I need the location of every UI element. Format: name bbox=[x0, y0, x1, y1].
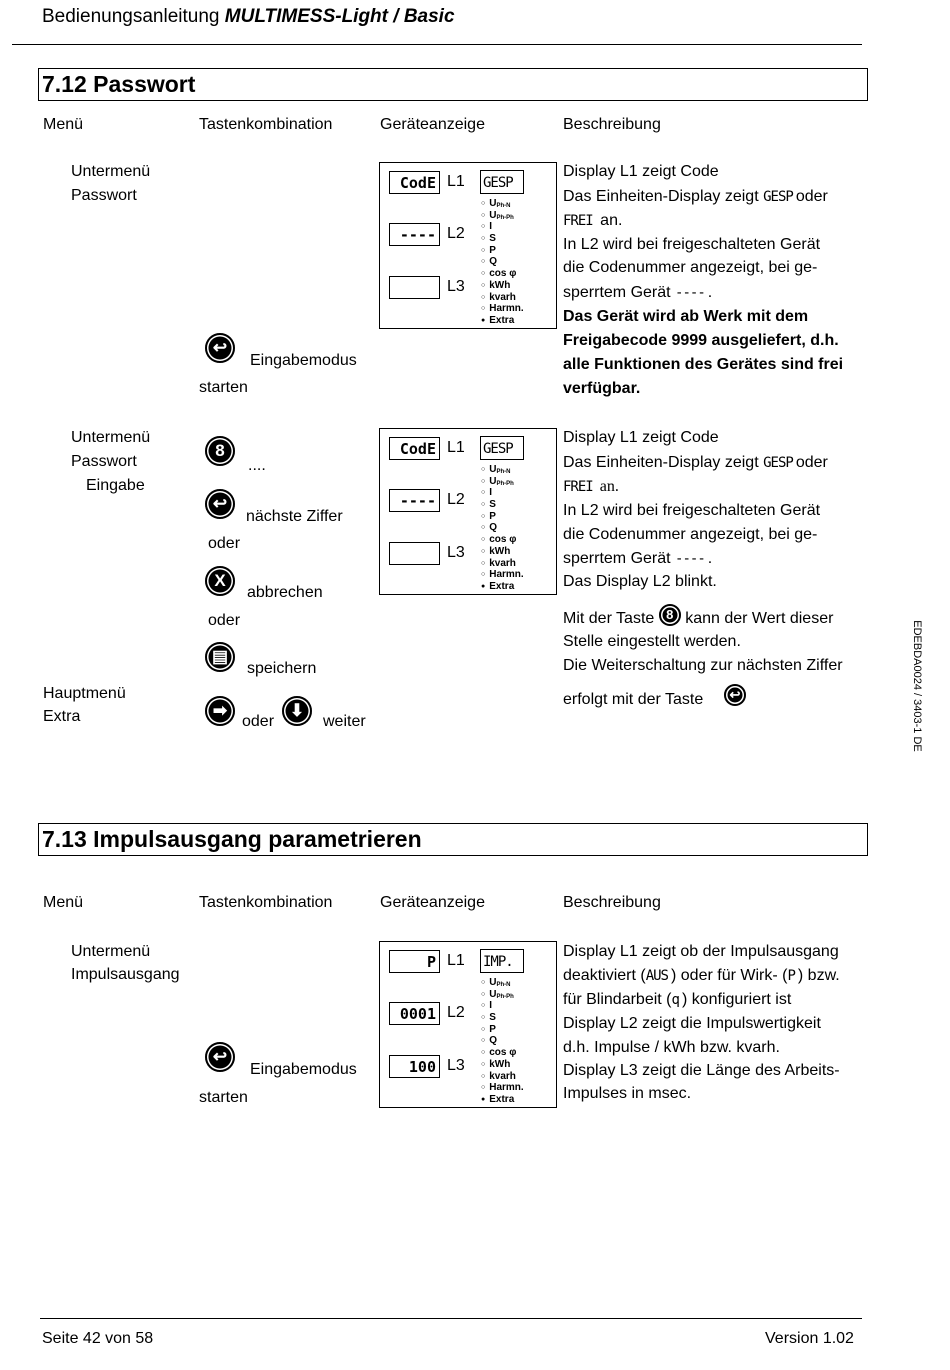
indicator-label: I bbox=[489, 487, 493, 499]
col-menu: Menü bbox=[43, 894, 84, 911]
label-l2: L2 bbox=[447, 1004, 465, 1021]
indicator-label: kvarh bbox=[489, 1070, 516, 1082]
indicator-label: Harmn. bbox=[489, 569, 524, 581]
col-description: Beschreibung bbox=[563, 894, 661, 911]
menu-label: Passwort bbox=[71, 453, 137, 470]
label-l1: L1 bbox=[447, 952, 465, 969]
indicator-item bbox=[481, 1035, 524, 1047]
key-text: Eingabemodus bbox=[250, 352, 357, 369]
menu-label: Untermenü bbox=[71, 429, 151, 446]
cancel-key-icon: X bbox=[205, 566, 235, 596]
segment-text: GESP bbox=[763, 189, 793, 205]
menu-label: Eingabe bbox=[86, 477, 145, 494]
desc-bold-line: Das Gerät wird ab Werk mit dem bbox=[563, 308, 809, 325]
indicator-item bbox=[481, 476, 524, 488]
desc-line bbox=[563, 549, 712, 569]
label-l3: L3 bbox=[447, 278, 465, 295]
label-l2: L2 bbox=[447, 491, 465, 508]
footer-rule bbox=[40, 1318, 862, 1319]
indicator-item bbox=[481, 977, 524, 989]
desc-line bbox=[563, 608, 833, 630]
desc-line: Display L3 zeigt die Länge des Arbeits- bbox=[563, 1062, 840, 1079]
key-text: nächste Ziffer bbox=[246, 508, 343, 525]
digit-key-icon: 8 bbox=[205, 436, 235, 466]
segment-text: GESP bbox=[763, 455, 793, 471]
enter-key-icon: ↩ bbox=[205, 333, 235, 363]
indicator-item bbox=[481, 1047, 524, 1059]
desc-line: Display L1 zeigt Code bbox=[563, 429, 719, 446]
indicator-item bbox=[481, 511, 524, 523]
indicator-label: Extra bbox=[489, 314, 515, 326]
indicator-item bbox=[481, 569, 524, 581]
indicator-item bbox=[481, 1024, 524, 1036]
desc-text: kann der Wert dieser bbox=[680, 610, 834, 627]
indicator-item bbox=[481, 268, 524, 280]
indicator-item bbox=[481, 534, 524, 546]
indicator-item bbox=[481, 1082, 524, 1094]
indicator-item bbox=[481, 198, 524, 210]
desc-line: die Codenummer angezeigt, bei ge- bbox=[563, 259, 818, 276]
desc-text: ) bzw. bbox=[797, 967, 840, 984]
indicator-item bbox=[481, 280, 524, 292]
desc-line bbox=[563, 966, 840, 986]
indicator-label: U bbox=[489, 209, 497, 221]
desc-line: Display L2 zeigt die Impulswertigkeit bbox=[563, 1015, 821, 1032]
indicator-item bbox=[481, 522, 524, 534]
menu-label: Impulsausgang bbox=[71, 966, 180, 983]
indicator-label: S bbox=[489, 233, 496, 245]
section-title-7-13: 7.13 Impulsausgang parametrieren bbox=[38, 823, 868, 856]
display-l1: CodE bbox=[389, 437, 440, 460]
indicator-label: kvarh bbox=[489, 291, 516, 303]
desc-line: Display L1 zeigt ob der Impulsausgang bbox=[563, 943, 839, 960]
indicator-item bbox=[481, 1071, 524, 1083]
indicator-list bbox=[481, 977, 524, 1106]
product-name: MULTIMESS-Light / Basic bbox=[224, 6, 455, 27]
segment-text: FREI bbox=[563, 213, 593, 229]
indicator-label: kvarh bbox=[489, 557, 516, 569]
menu-label: Untermenü bbox=[71, 943, 151, 960]
display-l1: CodE bbox=[389, 171, 440, 194]
indicator-item bbox=[481, 558, 524, 570]
desc-line: Display L1 zeigt Code bbox=[563, 163, 719, 180]
label-l1: L1 bbox=[447, 173, 465, 190]
indicator-label: U bbox=[489, 977, 497, 988]
indicator-label: kWh bbox=[489, 279, 511, 291]
col-display: Geräteanzeige bbox=[380, 116, 485, 133]
indicator-label: S bbox=[489, 499, 496, 511]
indicator-item bbox=[481, 303, 524, 315]
desc-text: sperrtem Gerät bbox=[563, 550, 676, 567]
menu-label: Extra bbox=[43, 708, 81, 725]
unit-display: GESP bbox=[480, 170, 524, 194]
desc-line: Impulses in msec. bbox=[563, 1085, 692, 1102]
segment-text: ---- bbox=[675, 551, 705, 567]
desc-line: Das Display L2 blinkt. bbox=[563, 573, 717, 590]
device-display-panel bbox=[379, 162, 557, 329]
indicator-subscript: Ph-Ph bbox=[496, 214, 514, 221]
document-code: EDEBDA0024 / 3403-1 DE bbox=[911, 620, 923, 752]
desc-text: deaktiviert ( bbox=[563, 967, 646, 984]
desc-text: Mit der Taste bbox=[563, 610, 659, 627]
display-l1: P bbox=[389, 950, 440, 973]
indicator-subscript: Ph-Ph bbox=[496, 993, 514, 1000]
desc-line bbox=[563, 990, 791, 1010]
desc-line: In L2 wird bei freigeschalteten Gerät bbox=[563, 236, 821, 253]
indicator-item bbox=[481, 1000, 524, 1012]
indicator-item bbox=[481, 245, 524, 257]
key-text: oder bbox=[242, 713, 275, 730]
desc-text: . bbox=[707, 284, 713, 301]
desc-text: Das Einheiten-Display zeigt bbox=[563, 188, 764, 205]
indicator-list bbox=[481, 198, 524, 327]
indicator-item bbox=[481, 581, 524, 593]
down-arrow-key-icon: ⬇ bbox=[282, 696, 312, 726]
desc-text: an. bbox=[595, 212, 623, 229]
menu-label: Hauptmenü bbox=[43, 685, 126, 702]
section-title-7-12: 7.12 Passwort bbox=[38, 68, 868, 101]
device-display-panel bbox=[379, 941, 557, 1108]
key-text: Eingabemodus bbox=[250, 1061, 357, 1078]
menu-label: Untermenü bbox=[71, 163, 151, 180]
indicator-label: I bbox=[489, 1000, 493, 1012]
display-l3 bbox=[389, 276, 440, 299]
desc-line bbox=[563, 211, 622, 231]
col-keys: Tastenkombination bbox=[199, 894, 333, 911]
desc-text: an. bbox=[595, 478, 619, 495]
digit-key-icon: 8 bbox=[659, 604, 681, 626]
indicator-label: I bbox=[489, 221, 493, 233]
page-header bbox=[42, 7, 455, 27]
key-text: .... bbox=[248, 457, 266, 474]
indicator-label: U bbox=[489, 464, 497, 475]
indicator-label: Extra bbox=[489, 1093, 515, 1105]
display-l2: 0001 bbox=[389, 1002, 440, 1025]
indicator-subscript: Ph-Ph bbox=[496, 480, 514, 487]
indicator-item bbox=[481, 221, 524, 233]
desc-line: d.h. Impulse / kWh bzw. kvarh. bbox=[563, 1039, 780, 1056]
indicator-item bbox=[481, 315, 524, 327]
desc-line: In L2 wird bei freigeschalteten Gerät bbox=[563, 502, 821, 519]
indicator-label: kWh bbox=[489, 1058, 511, 1070]
segment-text: q bbox=[671, 992, 679, 1008]
header-prefix: Bedienungsanleitung bbox=[42, 6, 225, 27]
desc-text: . bbox=[707, 550, 713, 567]
indicator-label: P bbox=[489, 244, 496, 256]
desc-line bbox=[563, 283, 712, 303]
indicator-subscript: Ph-N bbox=[496, 469, 511, 475]
key-text: oder bbox=[208, 612, 241, 629]
label-l2: L2 bbox=[447, 225, 465, 242]
col-menu: Menü bbox=[43, 116, 84, 133]
enter-key-icon: ↩ bbox=[205, 489, 235, 519]
desc-line bbox=[563, 477, 619, 497]
indicator-item bbox=[481, 546, 524, 558]
desc-text: für Blindarbeit ( bbox=[563, 991, 672, 1008]
right-arrow-key-icon: ➡ bbox=[205, 696, 235, 726]
indicator-label: cos φ bbox=[489, 1047, 517, 1059]
enter-key-icon: ↩ bbox=[724, 684, 746, 706]
desc-text: ) konfiguriert ist bbox=[681, 991, 792, 1008]
key-text: oder bbox=[208, 535, 241, 552]
display-l2: ---- bbox=[389, 489, 440, 512]
display-l2: ---- bbox=[389, 223, 440, 246]
indicator-subscript: Ph-N bbox=[496, 982, 511, 988]
desc-text: oder bbox=[795, 188, 828, 205]
display-l3 bbox=[389, 542, 440, 565]
indicator-subscript: Ph-N bbox=[496, 203, 511, 209]
desc-line: Die Weiterschaltung zur nächsten Ziffer bbox=[563, 657, 843, 674]
page-number: Seite 42 von 58 bbox=[42, 1330, 154, 1347]
indicator-label: Q bbox=[489, 256, 498, 268]
key-text: weiter bbox=[323, 713, 366, 730]
desc-bold-line: alle Funktionen des Gerätes sind frei bbox=[563, 356, 844, 373]
segment-text: ---- bbox=[675, 285, 705, 301]
segment-text: FREI bbox=[563, 479, 593, 495]
label-l3: L3 bbox=[447, 544, 465, 561]
indicator-label: cos φ bbox=[489, 534, 517, 546]
desc-line bbox=[563, 187, 828, 207]
indicator-label: P bbox=[489, 1023, 496, 1035]
indicator-label: Harmn. bbox=[489, 1082, 524, 1094]
indicator-label: Q bbox=[489, 1035, 498, 1047]
label-l1: L1 bbox=[447, 439, 465, 456]
desc-line: die Codenummer angezeigt, bei ge- bbox=[563, 526, 818, 543]
segment-text: P bbox=[787, 968, 795, 984]
unit-display: IMP. bbox=[480, 949, 524, 973]
label-l3: L3 bbox=[447, 1057, 465, 1074]
indicator-item bbox=[481, 1094, 524, 1106]
key-text: starten bbox=[199, 1089, 248, 1106]
desc-line: Stelle eingestellt werden. bbox=[563, 633, 741, 650]
indicator-label: U bbox=[489, 988, 497, 1000]
save-key-icon: ▤ bbox=[205, 642, 235, 672]
indicator-label: S bbox=[489, 1012, 496, 1024]
desc-text: ) oder für Wirk- ( bbox=[671, 967, 788, 984]
col-keys: Tastenkombination bbox=[199, 116, 333, 133]
col-description: Beschreibung bbox=[563, 116, 661, 133]
indicator-label: U bbox=[489, 198, 497, 209]
desc-text: sperrtem Gerät bbox=[563, 284, 676, 301]
header-rule bbox=[12, 44, 862, 45]
indicator-item bbox=[481, 1059, 524, 1071]
indicator-label: Harmn. bbox=[489, 303, 524, 315]
indicator-item bbox=[481, 256, 524, 268]
indicator-label: Q bbox=[489, 522, 498, 534]
key-text: abbrechen bbox=[247, 584, 323, 601]
enter-key-icon: ↩ bbox=[205, 1042, 235, 1072]
indicator-label: U bbox=[489, 475, 497, 487]
desc-bold-line: verfügbar. bbox=[563, 380, 641, 397]
indicator-item bbox=[481, 499, 524, 511]
desc-bold-line: Freigabecode 9999 ausgeliefert, d.h. bbox=[563, 332, 839, 349]
indicator-label: P bbox=[489, 510, 496, 522]
display-l3: 100 bbox=[389, 1055, 440, 1078]
indicator-item bbox=[481, 464, 524, 476]
indicator-item bbox=[481, 1012, 524, 1024]
indicator-item bbox=[481, 233, 524, 245]
indicator-label: cos φ bbox=[489, 268, 517, 280]
key-text: speichern bbox=[247, 660, 317, 677]
unit-display: GESP bbox=[480, 436, 524, 460]
indicator-item bbox=[481, 210, 524, 222]
device-display-panel bbox=[379, 428, 557, 595]
segment-text: AUS bbox=[645, 968, 668, 984]
indicator-label: kWh bbox=[489, 545, 511, 557]
indicator-item bbox=[481, 989, 524, 1001]
desc-line bbox=[563, 453, 828, 473]
desc-text: oder bbox=[795, 454, 828, 471]
indicator-item bbox=[481, 487, 524, 499]
desc-line: erfolgt mit der Taste bbox=[563, 691, 704, 708]
menu-label: Passwort bbox=[71, 187, 137, 204]
version: Version 1.02 bbox=[765, 1330, 854, 1347]
indicator-item bbox=[481, 292, 524, 304]
col-display: Geräteanzeige bbox=[380, 894, 485, 911]
indicator-label: Extra bbox=[489, 580, 515, 592]
indicator-list bbox=[481, 464, 524, 593]
desc-text: Das Einheiten-Display zeigt bbox=[563, 454, 764, 471]
key-text: starten bbox=[199, 379, 248, 396]
